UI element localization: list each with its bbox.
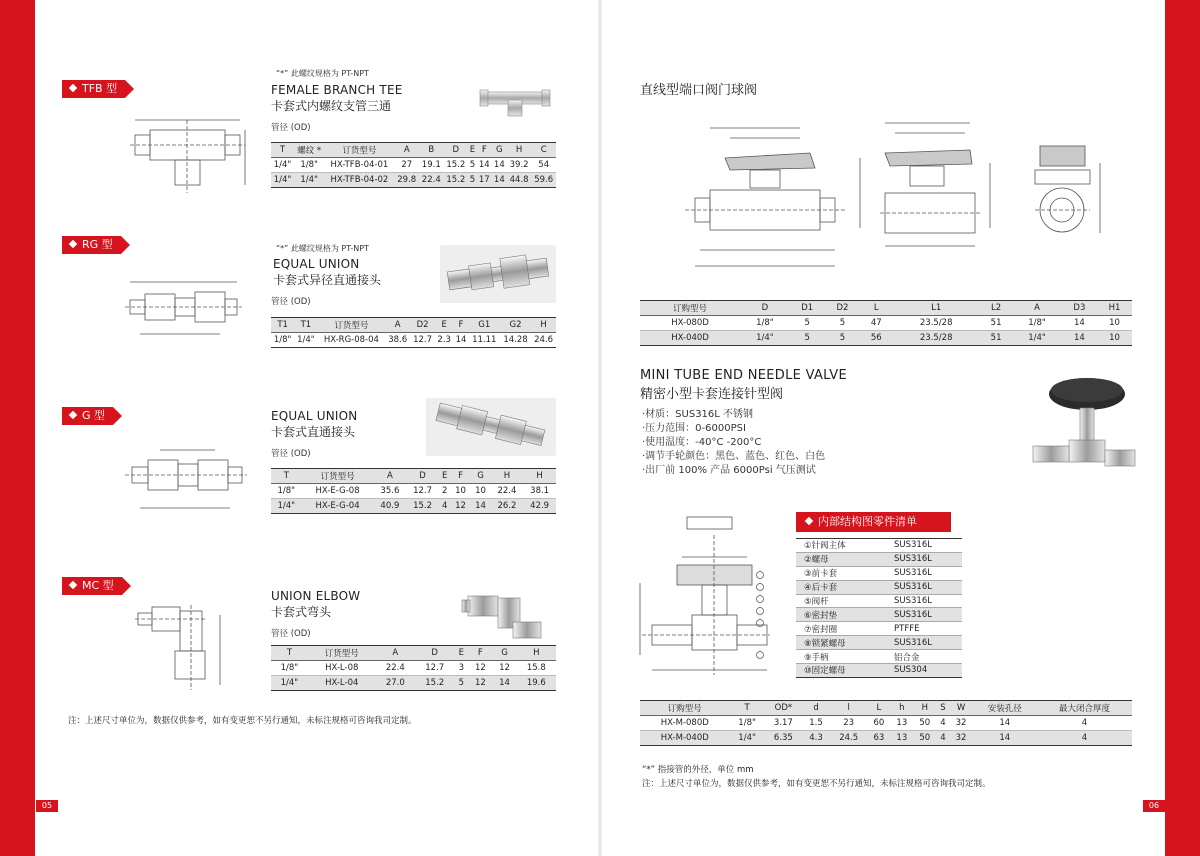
- table-cell: 15.8: [517, 661, 556, 676]
- table-cell: 32: [950, 731, 973, 746]
- column-header: T: [271, 469, 302, 484]
- property-factory-test: ·出厂前 100% 产品 6000Psi 气压测试: [642, 465, 816, 476]
- table-cell: HX-M-040D: [640, 731, 730, 746]
- rg-name-en: EQUAL UNION: [273, 257, 360, 271]
- table-cell: 3.17: [765, 716, 802, 731]
- table-cell: HX-E-G-08: [302, 484, 374, 499]
- table-row: [640, 331, 1132, 346]
- od-footnote: “*” 指接管的外径，单位 mm: [642, 765, 754, 775]
- ball-valve-spec-table: [640, 300, 1132, 346]
- part-name: ⑦密封圈: [796, 622, 886, 636]
- column-header: 螺纹 *: [294, 143, 324, 158]
- table-cell: 4.3: [802, 731, 830, 746]
- column-header: 最大闭合厚度: [1037, 701, 1132, 716]
- table-row: [271, 333, 556, 348]
- table-cell: 15.2: [406, 499, 439, 514]
- table-row: [271, 158, 556, 173]
- column-header: T1: [271, 318, 294, 333]
- table-cell: 47: [860, 316, 892, 331]
- column-header: G2: [500, 318, 531, 333]
- table-cell: 4: [936, 731, 949, 746]
- column-header: F: [468, 646, 492, 661]
- table-cell: 1/8": [294, 158, 324, 173]
- tfb-badge: [62, 80, 125, 98]
- table-cell: 1/4": [271, 676, 308, 691]
- table-cell: 4: [439, 499, 451, 514]
- table-cell: 60: [867, 716, 890, 731]
- column-header: H: [491, 469, 524, 484]
- table-cell: 15.2: [415, 676, 454, 691]
- column-header: D2: [410, 318, 435, 333]
- table-cell: 15.2: [444, 158, 469, 173]
- table-cell: 6.35: [765, 731, 802, 746]
- tfb-spec-table: [271, 142, 556, 188]
- table-cell: 14.28: [500, 333, 531, 348]
- diamond-icon: [805, 517, 813, 525]
- part-name: ⑥密封垫: [796, 608, 886, 622]
- column-header: E: [468, 143, 477, 158]
- table-cell: 19.1: [419, 158, 444, 173]
- parts-row: [796, 539, 962, 553]
- table-cell: 11.11: [469, 333, 500, 348]
- parts-row: [796, 650, 962, 664]
- part-material: SUS316L: [886, 552, 962, 566]
- table-cell: 27.0: [376, 676, 415, 691]
- parts-list-title-label: 内部结构图零件清单: [818, 515, 917, 528]
- g-product-photo: [426, 398, 556, 456]
- column-header: 订货型号: [318, 318, 386, 333]
- column-header: E: [454, 646, 468, 661]
- column-header: A: [376, 646, 415, 661]
- column-header: H1: [1097, 301, 1132, 316]
- table-cell: 10: [1097, 316, 1132, 331]
- column-header: H: [507, 143, 532, 158]
- g-spec-table: [271, 468, 556, 514]
- table-header-row: [271, 469, 556, 484]
- table-row: [640, 731, 1132, 746]
- part-name: ①针阀主体: [796, 539, 886, 553]
- table-header-row: [271, 646, 556, 661]
- ball-valve-heading: 直线型端口阀门球阀: [640, 83, 758, 98]
- table-row: [271, 173, 556, 188]
- table-cell: 14: [492, 173, 507, 188]
- parts-row: [796, 594, 962, 608]
- rg-badge-label: RG 型: [82, 238, 113, 251]
- part-name: ③前卡套: [796, 566, 886, 580]
- table-cell: 23: [830, 716, 867, 731]
- table-cell: 40.9: [374, 499, 407, 514]
- table-cell: 5: [825, 331, 860, 346]
- page-spine: [598, 0, 602, 856]
- table-cell: 50: [913, 716, 936, 731]
- column-header: E: [439, 469, 451, 484]
- table-cell: 14: [477, 158, 492, 173]
- table-cell: 22.4: [376, 661, 415, 676]
- column-header: h: [890, 701, 913, 716]
- table-header-row: [640, 701, 1132, 716]
- column-header: OD*: [765, 701, 802, 716]
- table-cell: 1/8": [1012, 316, 1061, 331]
- left-disclaimer: 注：上述尺寸单位为，数据仅供参考，如有变更恕不另行通知，未标注规格可咨询我司定制。: [68, 716, 417, 726]
- column-header: D1: [790, 301, 825, 316]
- table-row: [271, 484, 556, 499]
- diamond-icon: [69, 240, 77, 248]
- diamond-icon: [69, 84, 77, 92]
- table-cell: 38.6: [385, 333, 410, 348]
- column-header: S: [936, 701, 949, 716]
- table-cell: 12: [468, 661, 492, 676]
- part-name: ⑨手柄: [796, 650, 886, 664]
- column-header: D3: [1062, 301, 1097, 316]
- column-header: 订货型号: [302, 469, 374, 484]
- table-cell: 12: [468, 676, 492, 691]
- table-cell: 50: [913, 731, 936, 746]
- table-row: [271, 661, 556, 676]
- diamond-icon: [69, 581, 77, 589]
- parts-row: [796, 580, 962, 594]
- rg-od-label: 管径 (OD): [271, 297, 311, 307]
- table-cell: 24.6: [531, 333, 556, 348]
- ball-valve-technical-drawing: [640, 118, 1140, 278]
- table-cell: 1/4": [294, 333, 317, 348]
- table-row: [271, 499, 556, 514]
- rg-spec-table: [271, 317, 556, 348]
- table-header-row: [640, 301, 1132, 316]
- mc-badge-label: MC 型: [82, 579, 114, 592]
- mc-badge: [62, 577, 122, 595]
- mc-technical-drawing: [130, 595, 240, 695]
- rg-product-photo: [440, 245, 556, 303]
- part-material: SUS316L: [886, 539, 962, 553]
- right-red-edge: [1165, 0, 1200, 856]
- table-cell: 1/8": [740, 316, 789, 331]
- part-material: SUS316L: [886, 580, 962, 594]
- column-header: H: [531, 318, 556, 333]
- part-material: 铝合金: [886, 650, 962, 664]
- tfb-name-cn: 卡套式内螺纹支管三通: [271, 99, 392, 113]
- right-disclaimer: 注：上述尺寸单位为，数据仅供参考，如有变更恕不另行通知，未标注规格可咨询我司定制。: [642, 779, 991, 789]
- column-header: A: [374, 469, 407, 484]
- table-cell: 2: [439, 484, 451, 499]
- table-cell: 24.5: [830, 731, 867, 746]
- table-cell: 51: [980, 316, 1012, 331]
- property-material: ·材质：SUS316L 不锈钢: [642, 409, 754, 420]
- g-od-label: 管径 (OD): [271, 449, 311, 459]
- parts-row: [796, 664, 962, 678]
- column-header: E: [435, 318, 453, 333]
- table-cell: 42.9: [523, 499, 556, 514]
- column-header: 订购型号: [640, 701, 730, 716]
- table-cell: 56: [860, 331, 892, 346]
- column-header: T: [271, 143, 294, 158]
- table-cell: 1/4": [730, 731, 765, 746]
- parts-row: [796, 566, 962, 580]
- needle-valve-name-en: MINI TUBE END NEEDLE VALVE: [640, 368, 847, 383]
- table-cell: 5: [825, 316, 860, 331]
- table-cell: 29.8: [394, 173, 419, 188]
- page-number-right: 06: [1143, 800, 1165, 812]
- column-header: H: [517, 646, 556, 661]
- table-cell: 14: [1062, 331, 1097, 346]
- column-header: B: [419, 143, 444, 158]
- column-header: F: [453, 318, 468, 333]
- table-cell: 63: [867, 731, 890, 746]
- column-header: G1: [469, 318, 500, 333]
- table-cell: 14: [973, 716, 1037, 731]
- table-cell: 23.5/28: [892, 331, 979, 346]
- mc-name-cn: 卡套式弯头: [271, 605, 332, 619]
- column-header: D: [444, 143, 469, 158]
- tfb-badge-label: TFB 型: [82, 82, 118, 95]
- parts-list-table: [796, 538, 962, 678]
- table-row: [271, 676, 556, 691]
- column-header: W: [950, 701, 973, 716]
- column-header: H: [913, 701, 936, 716]
- column-header: L2: [980, 301, 1012, 316]
- table-header-row: [271, 318, 556, 333]
- table-cell: 39.2: [507, 158, 532, 173]
- column-header: T: [730, 701, 765, 716]
- tfb-product-photo: [478, 82, 552, 120]
- rg-thread-note: “*” 此螺纹规格为 PT-NPT: [276, 244, 369, 253]
- tfb-name-en: FEMALE BRANCH TEE: [271, 83, 403, 97]
- part-material: SUS316L: [886, 566, 962, 580]
- table-cell: 35.6: [374, 484, 407, 499]
- column-header: F: [451, 469, 471, 484]
- column-header: L1: [892, 301, 979, 316]
- column-header: F: [477, 143, 492, 158]
- property-temperature: ·使用温度：-40°C -200°C: [642, 437, 762, 448]
- needle-valve-product-photo: [1025, 372, 1140, 484]
- column-header: D: [406, 469, 439, 484]
- column-header: 订购型号: [640, 301, 740, 316]
- mc-name-en: UNION ELBOW: [271, 589, 361, 603]
- table-cell: 2.3: [435, 333, 453, 348]
- column-header: D2: [825, 301, 860, 316]
- table-cell: 1/4": [294, 173, 324, 188]
- table-cell: 10: [1097, 331, 1132, 346]
- column-header: A: [394, 143, 419, 158]
- part-name: ④后卡套: [796, 580, 886, 594]
- column-header: A: [1012, 301, 1061, 316]
- table-cell: HX-L-04: [308, 676, 376, 691]
- column-header: L: [867, 701, 890, 716]
- table-cell: 10: [451, 484, 471, 499]
- table-cell: 1/4": [271, 158, 294, 173]
- table-cell: 1/4": [1012, 331, 1061, 346]
- table-header-row: [271, 143, 556, 158]
- part-material: SUS304: [886, 664, 962, 678]
- table-cell: 1/8": [730, 716, 765, 731]
- table-cell: 12.7: [410, 333, 435, 348]
- table-cell: 1/8": [271, 333, 294, 348]
- table-cell: 13: [890, 731, 913, 746]
- mc-spec-table: [271, 645, 556, 691]
- part-material: SUS316L: [886, 594, 962, 608]
- part-name: ⑩固定螺母: [796, 664, 886, 678]
- table-cell: 14: [492, 676, 516, 691]
- column-header: A: [385, 318, 410, 333]
- rg-technical-drawing: [120, 272, 245, 347]
- rg-name-cn: 卡套式异径直通接头: [273, 273, 382, 287]
- part-name: ⑤阀杆: [796, 594, 886, 608]
- table-cell: 1/4": [740, 331, 789, 346]
- table-cell: HX-RG-08-04: [318, 333, 386, 348]
- column-header: H: [523, 469, 556, 484]
- parts-row: [796, 552, 962, 566]
- table-cell: 14: [1062, 316, 1097, 331]
- g-name-cn: 卡套式直通接头: [271, 425, 356, 439]
- table-cell: 22.4: [419, 173, 444, 188]
- table-cell: 12: [451, 499, 471, 514]
- table-row: [640, 316, 1132, 331]
- part-material: SUS316L: [886, 636, 962, 650]
- table-cell: 1.5: [802, 716, 830, 731]
- table-cell: 13: [890, 716, 913, 731]
- diamond-icon: [69, 411, 77, 419]
- column-header: d: [802, 701, 830, 716]
- table-cell: 4: [1037, 716, 1132, 731]
- table-cell: 19.6: [517, 676, 556, 691]
- column-header: T: [271, 646, 308, 661]
- g-badge-label: G 型: [82, 409, 106, 422]
- needle-valve-properties: [642, 408, 825, 478]
- g-badge: [62, 407, 113, 425]
- table-cell: HX-L-08: [308, 661, 376, 676]
- table-cell: 15.2: [444, 173, 469, 188]
- part-name: ⑧锁紧螺母: [796, 636, 886, 650]
- needle-valve-spec-table: [640, 700, 1132, 746]
- table-cell: HX-M-080D: [640, 716, 730, 731]
- table-cell: 17: [477, 173, 492, 188]
- parts-row: [796, 636, 962, 650]
- table-cell: HX-040D: [640, 331, 740, 346]
- left-red-edge: [0, 0, 35, 856]
- table-cell: 5: [790, 316, 825, 331]
- column-header: L: [860, 301, 892, 316]
- table-cell: 44.8: [507, 173, 532, 188]
- table-cell: 12.7: [406, 484, 439, 499]
- table-cell: 38.1: [523, 484, 556, 499]
- table-cell: HX-TFB-04-01: [324, 158, 394, 173]
- table-cell: 12.7: [415, 661, 454, 676]
- table-cell: 14: [973, 731, 1037, 746]
- g-name-en: EQUAL UNION: [271, 409, 358, 423]
- table-cell: 27: [394, 158, 419, 173]
- table-cell: HX-E-G-04: [302, 499, 374, 514]
- table-cell: 14: [453, 333, 468, 348]
- table-cell: 5: [468, 158, 477, 173]
- column-header: D: [740, 301, 789, 316]
- table-cell: 1/4": [271, 173, 294, 188]
- page-number-left: 05: [36, 800, 58, 812]
- table-cell: 54: [531, 158, 556, 173]
- needle-valve-name-cn: 精密小型卡套连接针型阀: [640, 387, 784, 402]
- parts-list-title: [796, 512, 951, 532]
- table-cell: 5: [790, 331, 825, 346]
- property-handwheel-colors: ·调节手轮颜色：黑色、蓝色、红色、白色: [642, 451, 826, 462]
- tfb-od-label: 管径 (OD): [271, 123, 311, 133]
- column-header: T1: [294, 318, 317, 333]
- part-material: SUS316L: [886, 608, 962, 622]
- g-technical-drawing: [120, 440, 250, 520]
- column-header: l: [830, 701, 867, 716]
- parts-row: [796, 622, 962, 636]
- property-pressure: ·压力范围：0-6000PSI: [642, 423, 746, 434]
- table-cell: 1/8": [271, 484, 302, 499]
- column-header: G: [492, 646, 516, 661]
- table-cell: 10: [471, 484, 491, 499]
- table-cell: 1/8": [271, 661, 308, 676]
- table-cell: 5: [468, 173, 477, 188]
- column-header: 订货型号: [308, 646, 376, 661]
- part-name: ②螺母: [796, 552, 886, 566]
- table-cell: 5: [454, 676, 468, 691]
- table-cell: HX-TFB-04-02: [324, 173, 394, 188]
- column-header: 订货型号: [324, 143, 394, 158]
- mc-od-label: 管径 (OD): [271, 629, 311, 639]
- column-header: G: [492, 143, 507, 158]
- column-header: D: [415, 646, 454, 661]
- table-cell: 14: [492, 158, 507, 173]
- table-cell: 32: [950, 716, 973, 731]
- part-material: PTFFE: [886, 622, 962, 636]
- column-header: G: [471, 469, 491, 484]
- table-cell: 14: [471, 499, 491, 514]
- table-cell: 59.6: [531, 173, 556, 188]
- table-cell: 23.5/28: [892, 316, 979, 331]
- table-cell: 12: [492, 661, 516, 676]
- parts-row: [796, 608, 962, 622]
- mc-product-photo: [458, 578, 548, 644]
- table-cell: 1/4": [271, 499, 302, 514]
- column-header: 安装孔径: [973, 701, 1037, 716]
- tfb-technical-drawing: [125, 105, 250, 200]
- rg-badge: [62, 236, 121, 254]
- tfb-thread-note: “*” 此螺纹规格为 PT-NPT: [276, 69, 369, 78]
- table-cell: 3: [454, 661, 468, 676]
- table-cell: 4: [1037, 731, 1132, 746]
- table-cell: 26.2: [491, 499, 524, 514]
- table-cell: 4: [936, 716, 949, 731]
- needle-valve-cross-section-drawing: [632, 505, 772, 690]
- column-header: C: [531, 143, 556, 158]
- table-cell: 22.4: [491, 484, 524, 499]
- table-row: [640, 716, 1132, 731]
- table-cell: 51: [980, 331, 1012, 346]
- table-cell: HX-080D: [640, 316, 740, 331]
